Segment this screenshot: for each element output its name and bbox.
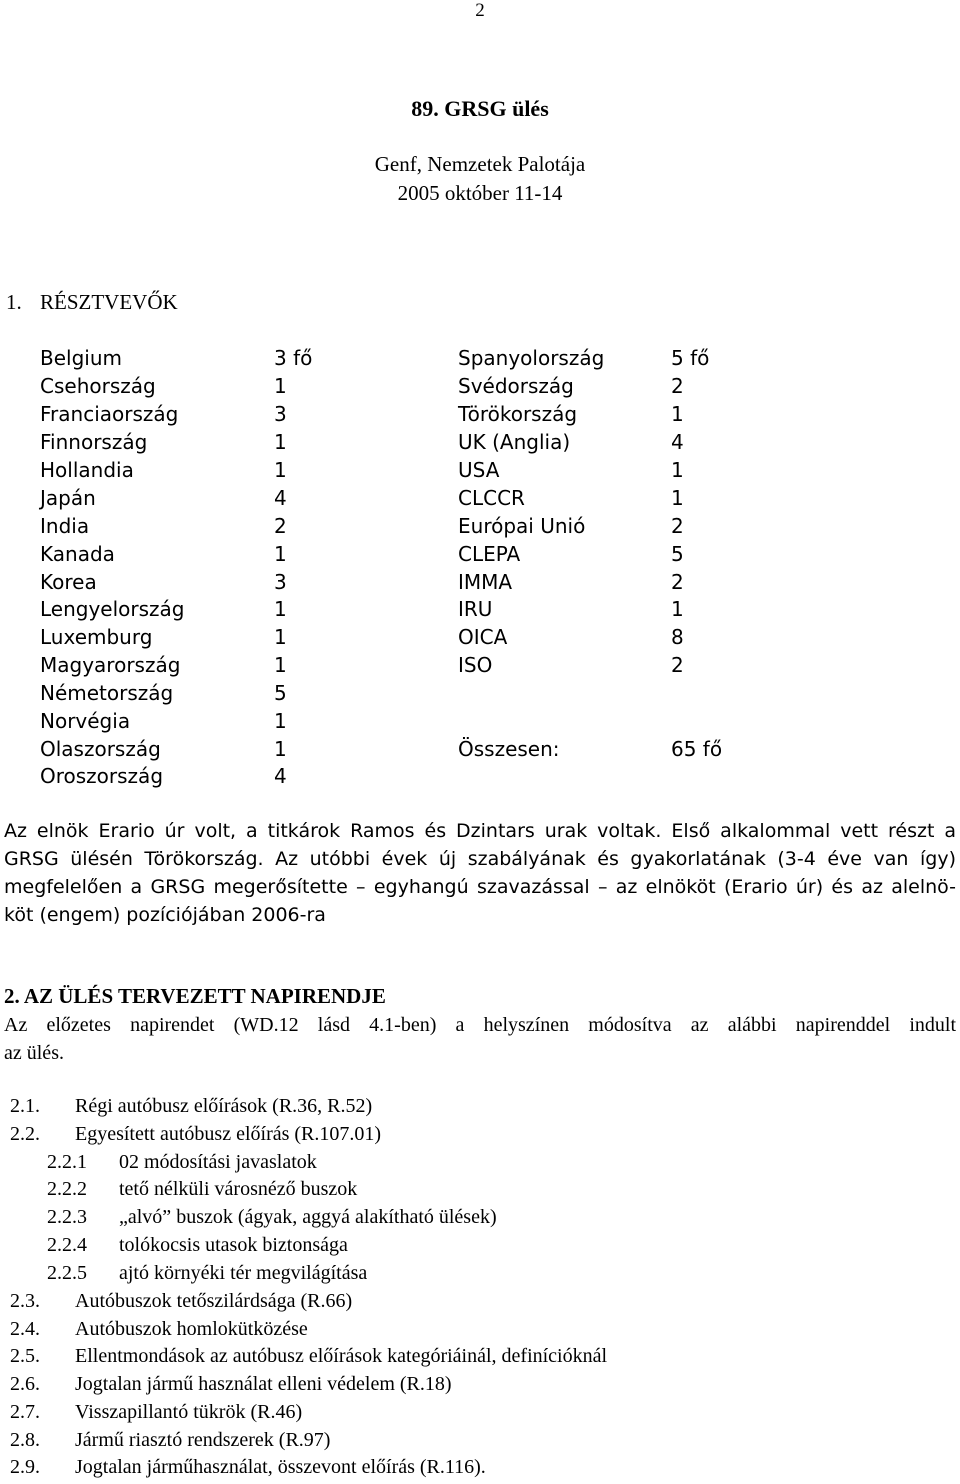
participant-count: 5 [274,681,287,705]
total-value: 65 fő [671,737,723,761]
agenda-item-text: ajtó környéki tér megvilágítása [119,1262,368,1284]
participant-count: 1 [274,430,287,454]
participants-row [0,653,960,681]
agenda-item-text: Régi autóbusz előírások (R.36, R.52) [75,1095,373,1117]
participants-row [0,402,960,430]
participant-count: 5 [671,542,684,566]
agenda-item-number: 2.2.2 [47,1178,87,1200]
participant-name: Belgium [40,346,122,370]
participant-name: IRU [458,597,493,621]
officers-paragraph [4,817,956,929]
agenda-item-number: 2.2.1 [47,1151,87,1173]
participants-row [0,374,960,402]
participants-row [0,542,960,570]
participant-name: Lengyelország [40,597,185,621]
agenda-item-number: 2.5. [10,1345,40,1367]
participant-name: Magyarország [40,653,181,677]
participants-row [0,597,960,625]
meeting-location: Genf, Nemzetek Palotája [374,152,586,176]
participants-row [0,486,960,514]
paragraph-line: GRSG ülésén Törökország. Az utóbbi évek új szabályának és gyakorlatának (3-4 éve van így) [4,848,956,870]
participant-count: 1 [671,486,684,510]
participant-name: Oroszország [40,764,164,788]
participant-count: 5 fő [671,346,710,370]
agenda-item-number: 2.3. [10,1290,40,1312]
participants-row [0,709,960,737]
participant-count: 3 fő [274,346,313,370]
participant-name: Svédország [458,374,574,398]
participant-name: Franciaország [40,402,179,426]
participant-count: 1 [274,653,287,677]
participants-row [0,346,960,374]
agenda-item-number: 2.2.5 [47,1262,87,1284]
participant-name: Olaszország [40,737,161,761]
agenda-item-text: Egyesített autóbusz előírás (R.107.01) [75,1123,382,1145]
agenda-item-number: 2.8. [10,1429,40,1451]
participant-name: Luxemburg [40,625,153,649]
participant-count: 4 [274,486,287,510]
participant-name: UK (Anglia) [458,430,571,454]
participant-name: IMMA [458,570,513,594]
participants-row [0,625,960,653]
participant-name: Japán [40,486,96,510]
meeting-date: 2005 október 11-14 [397,181,563,205]
document-title: 89. GRSG ülés [411,96,549,121]
participant-name: Európai Unió [458,514,586,538]
agenda-item-number: 2.7. [10,1401,40,1423]
agenda-intro-line: az ülés. [4,1042,64,1064]
participant-count: 1 [274,597,287,621]
participant-count: 1 [274,374,287,398]
participants-row [0,570,960,598]
agenda-item-number: 2.2. [10,1123,40,1145]
participant-count: 3 [274,570,287,594]
participant-name: India [40,514,90,538]
participant-count: 2 [274,514,287,538]
participant-count: 2 [671,570,684,594]
agenda-item-text: „alvó” buszok (ágyak, aggyá alakítható ülések) [119,1206,497,1228]
participant-name: Csehország [40,374,156,398]
agenda-item-text: Jogtalan jármű használat elleni védelem (R.18) [75,1373,452,1395]
agenda-item-number: 2.4. [10,1318,40,1340]
participant-name: Finnország [40,430,148,454]
participant-count: 1 [671,597,684,621]
participants-row [0,681,960,709]
participant-count: 2 [671,653,684,677]
participant-count: 2 [671,514,684,538]
agenda-item-text: Jármű riasztó rendszerek (R.97) [75,1429,331,1451]
participants-row [0,514,960,542]
paragraph-line: megfelelően a GRSG megerősítette – egyhangú szavazással – az elnököt (Erario úr) és az alelnö- [4,876,956,898]
agenda-intro [4,1011,956,1067]
page-number: 2 [475,0,485,21]
agenda-item-text: tető nélküli városnéző buszok [119,1178,358,1200]
participant-name: Németország [40,681,174,705]
agenda-intro-line: Az előzetes napirendet (WD.12 lásd 4.1-ben) a helyszínen módosítva az alábbi napirenddel indult [4,1014,956,1036]
participant-name: Törökország [458,402,578,426]
agenda-item-text: 02 módosítási javaslatok [119,1151,317,1173]
section-1-number: 1. [6,290,22,314]
participant-name: ISO [458,653,493,677]
agenda-item-text: Visszapillantó tükrök (R.46) [75,1401,303,1423]
participant-count: 1 [274,625,287,649]
participant-name: CLEPA [458,542,521,566]
participant-count: 8 [671,625,684,649]
participant-count: 1 [274,709,287,733]
participant-count: 3 [274,402,287,426]
participant-count: 1 [274,458,287,482]
participant-name: Korea [40,570,97,594]
section-2-heading: 2. AZ ÜLÉS TERVEZETT NAPIRENDJE [4,984,386,1008]
participant-count: 2 [671,374,684,398]
agenda-item-text: Ellentmondások az autóbusz előírások kategóriáinál, definícióknál [75,1345,608,1367]
participant-count: 4 [671,430,684,454]
total-label: Összesen: [458,737,560,761]
participant-count: 1 [671,402,684,426]
participant-name: CLCCR [458,486,525,510]
participant-name: Spanyolország [458,346,605,370]
participant-name: Norvégia [40,709,131,733]
participant-count: 1 [274,737,287,761]
participants-row [0,764,960,792]
paragraph-line: köt (engem) pozíciójában 2006-ra [4,904,326,926]
participants-row [0,737,960,765]
participants-row [0,430,960,458]
agenda-item-number: 2.9. [10,1456,40,1478]
participants-row [0,458,960,486]
agenda-item-text: Autóbuszok homlokütközése [75,1318,308,1340]
agenda-item-number: 2.2.4 [47,1234,87,1256]
agenda-item-text: Jogtalan járműhasználat, összevont előírás (R.116). [75,1456,486,1478]
participant-count: 1 [274,542,287,566]
agenda-item-number: 2.6. [10,1373,40,1395]
section-1-heading [6,290,178,315]
participant-count: 4 [274,764,287,788]
section-1-title: RÉSZTVEVŐK [40,290,178,314]
agenda-item-number: 2.2.3 [47,1206,87,1228]
agenda-item-number: 2.1. [10,1095,40,1117]
participant-count: 1 [671,458,684,482]
participant-name: OICA [458,625,508,649]
participant-name: USA [458,458,500,482]
agenda-item-text: tolókocsis utasok biztonsága [119,1234,348,1256]
participant-name: Hollandia [40,458,134,482]
paragraph-line: Az elnök Erario úr volt, a titkárok Ramos és Dzintars urak voltak. Első alkalommal vett részt a [4,820,956,842]
participant-name: Kanada [40,542,115,566]
agenda-item-text: Autóbuszok tetőszilárdsága (R.66) [75,1290,353,1312]
